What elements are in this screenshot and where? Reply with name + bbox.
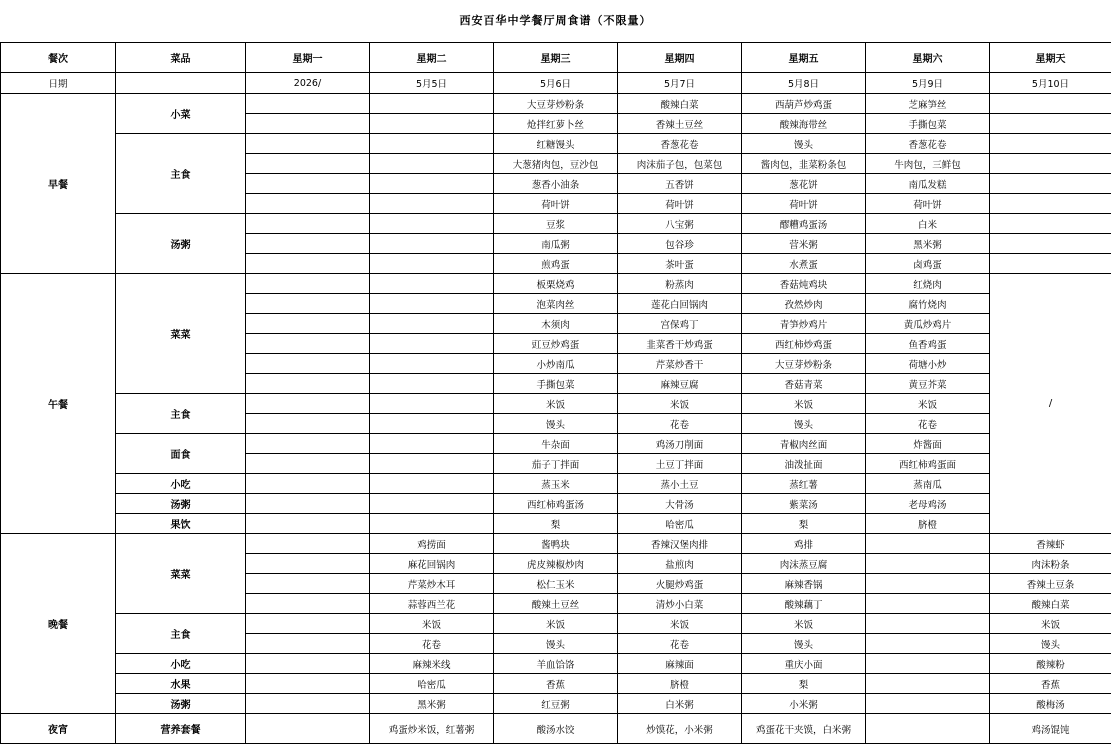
empty-cell [866,694,990,714]
dish-cell: 西葫芦炒鸡蛋 [742,94,866,114]
table-row [1,94,1111,114]
empty-cell [246,154,370,174]
day-column-header: 星期六 [866,43,990,73]
dish-cell: 豆浆 [494,214,618,234]
empty-cell [246,194,370,214]
empty-cell [246,334,370,354]
dish-cell: 羊血饸饹 [494,654,618,674]
category-label: 汤粥 [116,214,246,274]
dish-cell: 鸡汤刀削面 [618,434,742,454]
empty-cell [990,254,1111,274]
dish-cell: 莲花白回锅肉 [618,294,742,314]
dish-cell: 火腿炒鸡蛋 [618,574,742,594]
dish-cell: 米饭 [370,614,494,634]
dish-cell: 牛肉包，三鲜包 [866,154,990,174]
empty-cell [246,354,370,374]
dish-cell: 鸡蛋花干夹馍，白米粥 [742,714,866,744]
empty-cell [990,194,1111,214]
dish-cell: 水煮蛋 [742,254,866,274]
dish-cell: 芝麻笋丝 [866,94,990,114]
dish-cell: 茶叶蛋 [618,254,742,274]
dish-cell: 米饭 [866,394,990,414]
table-row [1,394,1111,414]
category-label: 主食 [116,134,246,214]
dish-cell: 炒馍花，小米粥 [618,714,742,744]
dish-cell: 葱花饼 [742,174,866,194]
empty-cell [370,314,494,334]
category-label: 汤粥 [116,694,246,714]
date-cell: 5月5日 [370,73,494,94]
empty-cell [866,674,990,694]
meal-label-night: 夜宵 [1,714,116,744]
dish-cell: 米饭 [618,614,742,634]
table-row [1,534,1111,554]
empty-cell [246,614,370,634]
date-cell: 5月7日 [618,73,742,94]
dish-cell: 芹菜炒木耳 [370,574,494,594]
dish-cell: 虎皮辣椒炒肉 [494,554,618,574]
dish-cell: 酸辣白菜 [990,594,1111,614]
empty-cell [866,594,990,614]
dish-cell: 茄子丁拌面 [494,454,618,474]
dish-cell: 泡菜肉丝 [494,294,618,314]
date-cell: 2026/ [246,73,370,94]
empty-cell [246,214,370,234]
empty-cell [370,234,494,254]
dish-cell: 鱼香鸡蛋 [866,334,990,354]
dish-cell: 炸酱面 [866,434,990,454]
empty-cell [370,434,494,454]
empty-cell [246,554,370,574]
table-row [1,654,1111,674]
dish-cell: 紫菜汤 [742,494,866,514]
empty-cell [370,254,494,274]
empty-cell [246,574,370,594]
dish-cell: 麻辣豆腐 [618,374,742,394]
dish-cell: 米饭 [494,614,618,634]
empty-cell [370,94,494,114]
dish-cell: 脐橙 [618,674,742,694]
dish-cell: 酱肉包，韭菜粉条包 [742,154,866,174]
category-label: 果饮 [116,514,246,534]
category-label: 主食 [116,614,246,654]
table-row [1,614,1111,634]
category-label: 面食 [116,434,246,474]
dish-cell: 花卷 [370,634,494,654]
dish-cell: 白米 [866,214,990,234]
dish-cell: 松仁玉米 [494,574,618,594]
empty-cell [246,694,370,714]
dish-column-header: 菜品 [116,43,246,73]
menu-table-body [1,43,1111,744]
dish-cell: 五香饼 [618,174,742,194]
dish-cell: 蒸小土豆 [618,474,742,494]
empty-cell [246,274,370,294]
dish-cell: 八宝粥 [618,214,742,234]
empty-cell [990,94,1111,114]
dish-cell: 酸梅汤 [990,694,1111,714]
empty-cell [246,114,370,134]
empty-cell [370,514,494,534]
dish-cell: 馒头 [742,134,866,154]
weekly-menu-table [0,42,1111,744]
dish-cell: 黑米粥 [370,694,494,714]
dish-cell: 小米粥 [742,694,866,714]
dish-cell: 盐煎肉 [618,554,742,574]
dish-cell: 青笋炒鸡片 [742,314,866,334]
empty-cell [370,414,494,434]
dish-cell: 香辣土豆丝 [618,114,742,134]
empty-cell [246,134,370,154]
dish-cell: 香葱花卷 [866,134,990,154]
empty-cell [246,374,370,394]
dish-cell: 南瓜粥 [494,234,618,254]
dish-cell: 馒头 [494,634,618,654]
dish-cell: 肉沫粉条 [990,554,1111,574]
dish-cell: 鸡蛋炒米饭，红薯粥 [370,714,494,744]
empty-cell [246,634,370,654]
day-column-header: 星期四 [618,43,742,73]
category-label: 菜菜 [116,274,246,394]
empty-cell [246,534,370,554]
dish-cell: 芹菜炒香干 [618,354,742,374]
page-title: 西安百华中学餐厅周食谱（不限量） [0,12,1111,28]
dish-cell: 黑米粥 [866,234,990,254]
empty-cell [866,554,990,574]
dish-cell: 馒头 [494,414,618,434]
meal-label-dinner: 晚餐 [1,534,116,714]
dish-cell: 酸辣白菜 [618,94,742,114]
empty-cell [370,174,494,194]
dish-cell: 香辣汉堡肉排 [618,534,742,554]
dish-cell: 麻花回锅肉 [370,554,494,574]
dish-cell: 梨 [494,514,618,534]
empty-cell [246,474,370,494]
dish-cell: 香辣土豆条 [990,574,1111,594]
table-row [1,73,1111,94]
dish-cell: 红豆粥 [494,694,618,714]
dish-cell: 牛杂面 [494,434,618,454]
dish-cell: 馒头 [742,414,866,434]
empty-cell [990,174,1111,194]
day-column-header: 星期一 [246,43,370,73]
empty-cell [246,674,370,694]
dish-cell: 荷叶饼 [866,194,990,214]
dish-cell: 香菇炖鸡块 [742,274,866,294]
empty-cell [866,654,990,674]
dish-cell: 韭菜香干炒鸡蛋 [618,334,742,354]
dish-cell: 南瓜发糕 [866,174,990,194]
dish-cell: 梨 [742,514,866,534]
dish-cell: 酱鸭块 [494,534,618,554]
date-cell: 5月8日 [742,73,866,94]
empty-cell [370,194,494,214]
table-row [1,43,1111,73]
dish-cell: 煎鸡蛋 [494,254,618,274]
meal-label-breakfast: 早餐 [1,94,116,274]
dish-cell: 油泼扯面 [742,454,866,474]
empty-cell [370,134,494,154]
empty-cell [246,494,370,514]
empty-cell [866,574,990,594]
date-row-blank [116,73,246,94]
dish-cell: 重庆小面 [742,654,866,674]
dish-cell: 黄瓜炒鸡片 [866,314,990,334]
dish-cell: 荷塘小炒 [866,354,990,374]
dish-cell: 西红柿炒鸡蛋 [742,334,866,354]
empty-cell [990,134,1111,154]
empty-cell [246,654,370,674]
dish-cell: 蒸玉米 [494,474,618,494]
dish-cell: 鸡捞面 [370,534,494,554]
empty-cell [370,474,494,494]
dish-cell: 蒸红薯 [742,474,866,494]
dish-cell: 宫保鸡丁 [618,314,742,334]
dish-cell: 荷叶饼 [494,194,618,214]
table-row [1,674,1111,694]
empty-cell [990,234,1111,254]
day-column-header: 星期三 [494,43,618,73]
dish-cell: 酸辣海带丝 [742,114,866,134]
table-row [1,714,1111,744]
dish-cell: 香蕉 [990,674,1111,694]
category-label: 小菜 [116,94,246,134]
dish-cell: 肉沫蒸豆腐 [742,554,866,574]
table-row [1,274,1111,294]
dish-cell: 香蕉 [494,674,618,694]
dish-cell: 红烧肉 [866,274,990,294]
dish-cell: 板栗烧鸡 [494,274,618,294]
dish-cell: 白米粥 [618,694,742,714]
empty-cell [866,534,990,554]
sunday-lunch-slash: / [990,274,1111,534]
dish-cell: 花卷 [618,634,742,654]
dish-cell: 米饭 [494,394,618,414]
category-label: 汤粥 [116,494,246,514]
category-label: 水果 [116,674,246,694]
dish-cell: 葱香小油条 [494,174,618,194]
dish-cell: 麻辣米线 [370,654,494,674]
dish-cell: 西红柿鸡蛋面 [866,454,990,474]
empty-cell [246,594,370,614]
dish-cell: 粉蒸肉 [618,274,742,294]
dish-cell: 鸡排 [742,534,866,554]
dish-cell: 大骨汤 [618,494,742,514]
dish-cell: 酸辣粉 [990,654,1111,674]
empty-cell [370,394,494,414]
table-row [1,134,1111,154]
empty-cell [990,114,1111,134]
dish-cell: 脐橙 [866,514,990,534]
dish-cell: 米饭 [990,614,1111,634]
dish-cell: 木须肉 [494,314,618,334]
meal-label-lunch: 午餐 [1,274,116,534]
empty-cell [370,454,494,474]
date-cell: 5月10日 [990,73,1111,94]
table-row [1,494,1111,514]
dish-cell: 哈密瓜 [370,674,494,694]
dish-cell: 米饭 [618,394,742,414]
empty-cell [370,154,494,174]
dish-cell: 花卷 [866,414,990,434]
empty-cell [990,214,1111,234]
dish-cell: 孜然炒肉 [742,294,866,314]
dish-cell: 肉沫茄子包，包菜包 [618,154,742,174]
empty-cell [370,214,494,234]
dish-cell: 大豆芽炒粉条 [742,354,866,374]
empty-cell [246,174,370,194]
dish-cell: 麻辣香锅 [742,574,866,594]
category-label: 菜菜 [116,534,246,614]
dish-cell: 米饭 [742,394,866,414]
dish-cell: 米饭 [742,614,866,634]
table-row [1,434,1111,454]
dish-cell: 手撕包菜 [866,114,990,134]
empty-cell [246,234,370,254]
dish-cell: 包谷珍 [618,234,742,254]
dish-cell: 醪糟鸡蛋汤 [742,214,866,234]
day-column-header: 星期二 [370,43,494,73]
empty-cell [246,454,370,474]
meal-column-header: 餐次 [1,43,116,73]
empty-cell [370,294,494,314]
empty-cell [866,614,990,634]
empty-cell [370,374,494,394]
dish-cell: 荷叶饼 [618,194,742,214]
dish-cell: 腐竹烧肉 [866,294,990,314]
day-column-header: 星期五 [742,43,866,73]
dish-cell: 馒头 [742,634,866,654]
dish-cell: 香辣虾 [990,534,1111,554]
dish-cell: 蒸南瓜 [866,474,990,494]
dish-cell: 大葱猪肉包，豆沙包 [494,154,618,174]
dish-cell: 酸辣藕丁 [742,594,866,614]
category-label: 小吃 [116,474,246,494]
table-row [1,214,1111,234]
empty-cell [246,714,370,744]
empty-cell [246,394,370,414]
empty-cell [246,94,370,114]
dish-cell: 清炒小白菜 [618,594,742,614]
dish-cell: 营米粥 [742,234,866,254]
dish-cell: 蒜蓉西兰花 [370,594,494,614]
dish-cell: 卤鸡蛋 [866,254,990,274]
dish-cell: 酸辣土豆丝 [494,594,618,614]
dish-cell: 梨 [742,674,866,694]
dish-cell: 香葱花卷 [618,134,742,154]
empty-cell [246,314,370,334]
empty-cell [246,514,370,534]
dish-cell: 鸡汤馄饨 [990,714,1111,744]
dish-cell: 青椒肉丝面 [742,434,866,454]
dish-cell: 老母鸡汤 [866,494,990,514]
empty-cell [370,334,494,354]
empty-cell [246,294,370,314]
dish-cell: 香菇青菜 [742,374,866,394]
empty-cell [370,354,494,374]
empty-cell [246,254,370,274]
day-column-header: 星期天 [990,43,1111,73]
date-cell: 5月6日 [494,73,618,94]
empty-cell [370,114,494,134]
date-row-label: 日期 [1,73,116,94]
empty-cell [246,434,370,454]
table-row [1,514,1111,534]
empty-cell [990,154,1111,174]
empty-cell [246,414,370,434]
dish-cell: 大豆芽炒粉条 [494,94,618,114]
dish-cell: 麻辣面 [618,654,742,674]
dish-cell: 黄豆芥菜 [866,374,990,394]
empty-cell [370,274,494,294]
dish-cell: 荷叶饼 [742,194,866,214]
empty-cell [370,494,494,514]
empty-cell [866,634,990,654]
dish-cell: 炝拌红萝卜丝 [494,114,618,134]
category-label: 营养套餐 [116,714,246,744]
table-row [1,474,1111,494]
dish-cell: 豇豆炒鸡蛋 [494,334,618,354]
dish-cell: 小炒南瓜 [494,354,618,374]
dish-cell: 手撕包菜 [494,374,618,394]
table-row [1,694,1111,714]
category-label: 小吃 [116,654,246,674]
dish-cell: 馒头 [990,634,1111,654]
category-label: 主食 [116,394,246,434]
dish-cell: 哈密瓜 [618,514,742,534]
empty-cell [866,714,990,744]
dish-cell: 酸汤水饺 [494,714,618,744]
dish-cell: 花卷 [618,414,742,434]
dish-cell: 西红柿鸡蛋汤 [494,494,618,514]
date-cell: 5月9日 [866,73,990,94]
dish-cell: 红糖馒头 [494,134,618,154]
dish-cell: 土豆丁拌面 [618,454,742,474]
